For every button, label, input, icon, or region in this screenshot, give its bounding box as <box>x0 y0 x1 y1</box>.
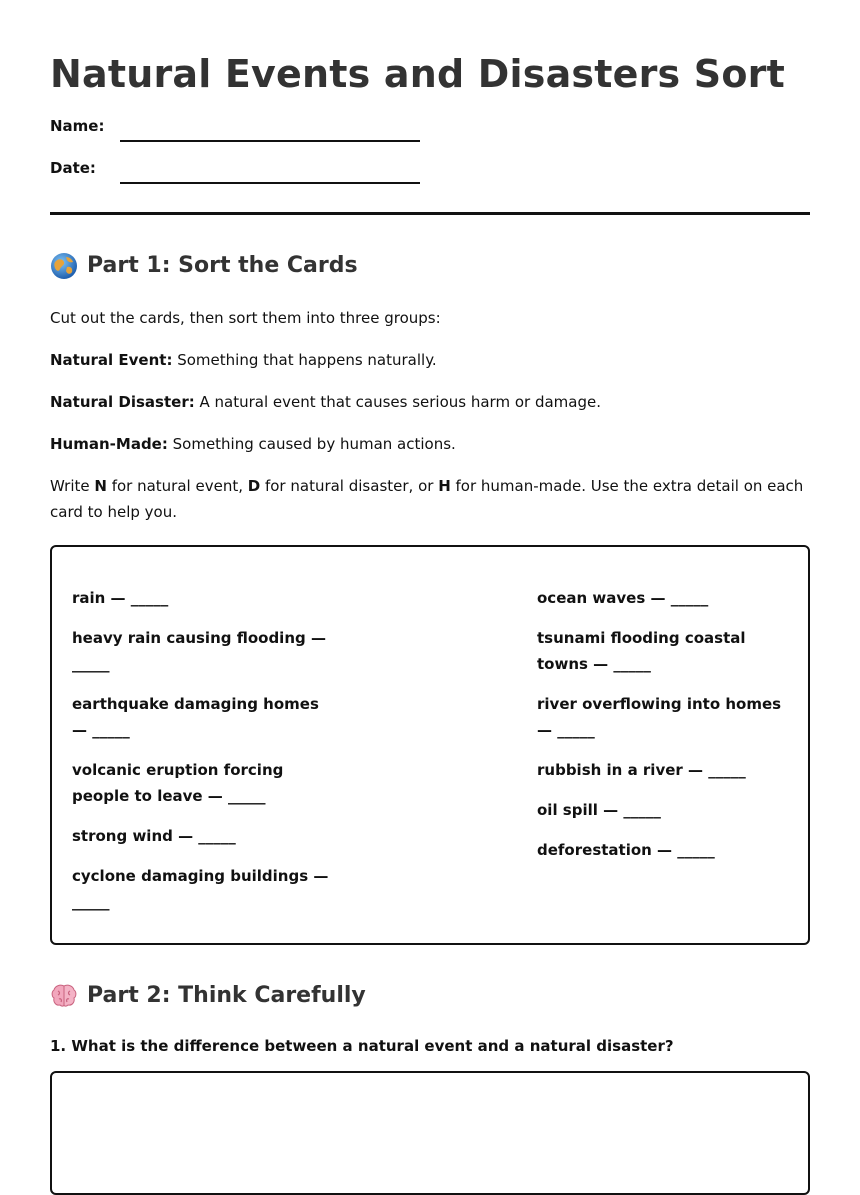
instr-text: for human-made. Use the extra detail on each card to help you. <box>50 477 804 521</box>
card[interactable]: river overflowing into homes — _____ <box>537 695 782 739</box>
instr-text: Write <box>50 477 95 495</box>
divider <box>50 212 810 215</box>
card[interactable]: cyclone damaging buildings — _____ <box>72 867 329 911</box>
name-line[interactable] <box>120 126 420 142</box>
instr-code-n: N <box>94 477 107 495</box>
cards-box <box>50 545 810 945</box>
cards-right-column <box>537 585 787 877</box>
globe-icon <box>50 252 78 280</box>
definition-text: Something caused by human actions. <box>167 435 456 453</box>
card[interactable]: volcanic eruption forcing people to leave — _____ <box>72 761 284 805</box>
card[interactable]: earthquake damaging homes — _____ <box>72 695 319 739</box>
definition-text: Something that happens naturally. <box>172 351 437 369</box>
instr-text: for natural disaster, or <box>260 477 439 495</box>
card[interactable]: strong wind — _____ <box>72 827 236 845</box>
card[interactable]: rain — _____ <box>72 589 169 607</box>
instr-code-d: D <box>247 477 261 495</box>
instr-text: for natural event, <box>106 477 248 495</box>
part1-heading <box>50 251 810 281</box>
definition-text: A natural event that causes serious harm or damage. <box>194 393 601 411</box>
card[interactable]: heavy rain causing flooding — _____ <box>72 629 326 673</box>
definition-natural-disaster <box>50 389 810 415</box>
part2-heading <box>50 981 810 1011</box>
instr-code-h: H <box>438 477 451 495</box>
card[interactable]: ocean waves — _____ <box>537 589 709 607</box>
page-title: Natural Events and Disasters Sort <box>50 52 785 96</box>
sort-instructions <box>50 473 810 525</box>
definition-natural-event <box>50 347 810 373</box>
definition-term: Human-Made: <box>50 435 168 453</box>
part1-heading-text: Part 1: Sort the Cards <box>87 253 358 278</box>
card[interactable]: deforestation — _____ <box>537 841 715 859</box>
cards-left-column <box>72 585 332 929</box>
name-field <box>50 116 810 136</box>
card[interactable]: rubbish in a river — _____ <box>537 761 746 779</box>
card[interactable]: tsunami flooding coastal towns — _____ <box>537 629 746 673</box>
date-line[interactable] <box>120 168 420 184</box>
name-label: Name: <box>50 117 105 135</box>
definition-term: Natural Disaster: <box>50 393 195 411</box>
brain-icon <box>50 982 78 1010</box>
date-label: Date: <box>50 159 96 177</box>
card[interactable]: oil spill — _____ <box>537 801 661 819</box>
part2-heading-text: Part 2: Think Carefully <box>87 983 366 1008</box>
answer-box-1[interactable] <box>50 1071 810 1195</box>
question-1: 1. What is the difference between a natural event and a natural disaster? <box>50 1037 674 1055</box>
definition-human-made <box>50 431 810 457</box>
part1-intro: Cut out the cards, then sort them into three groups: <box>50 309 441 327</box>
date-field <box>50 158 810 178</box>
definition-term: Natural Event: <box>50 351 173 369</box>
